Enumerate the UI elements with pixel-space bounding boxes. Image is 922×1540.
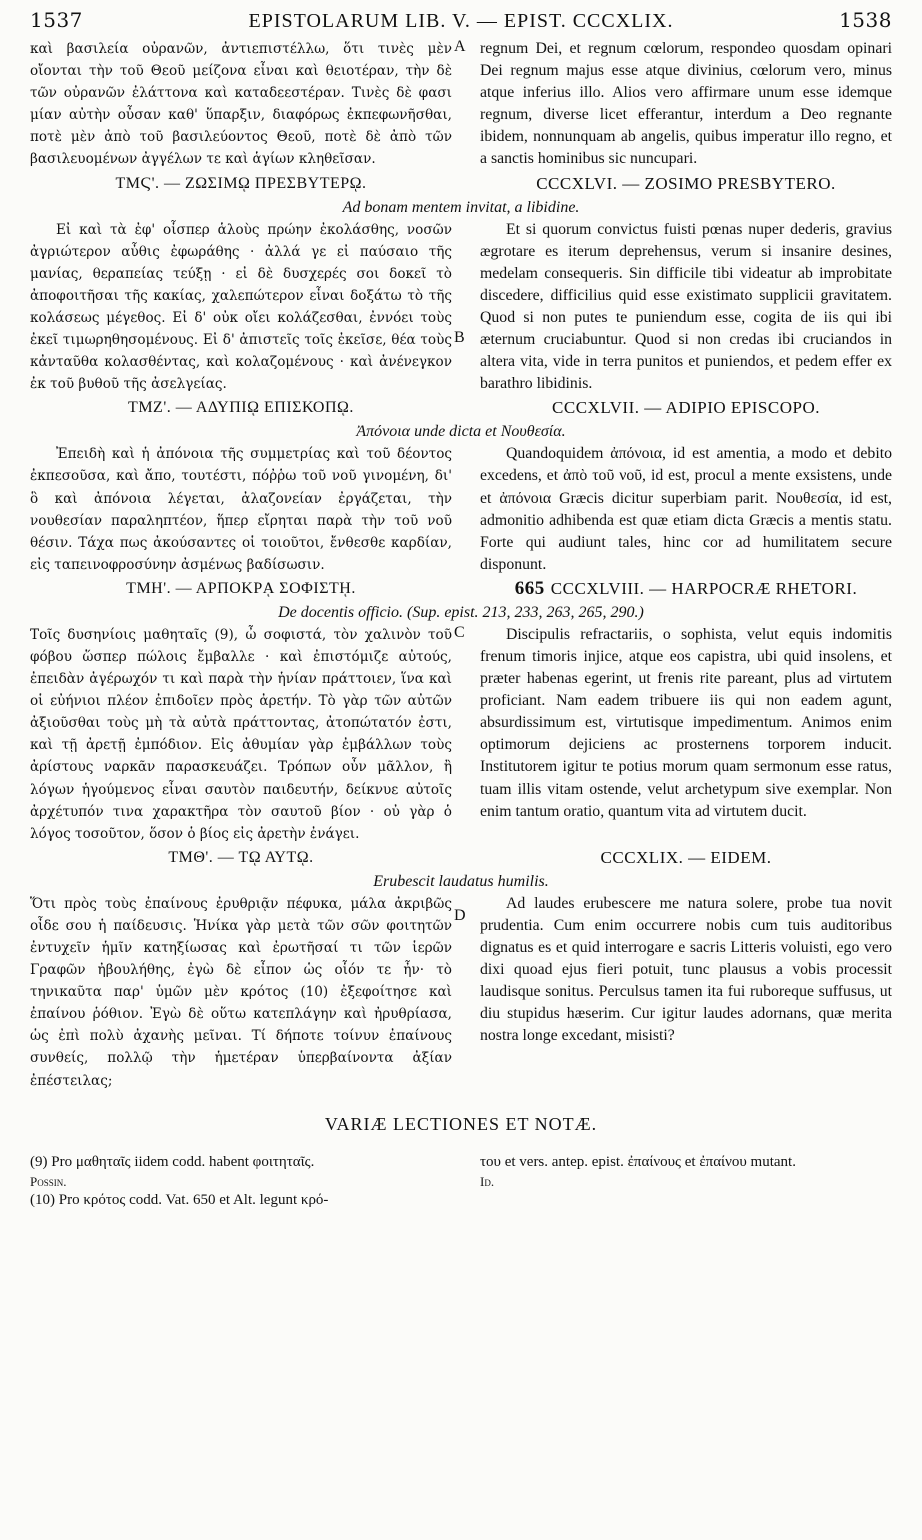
greek-column bbox=[30, 443, 452, 576]
greek-heading: ΤΜϚ'. — ΖΩΣΙΜῼ ΠΡΕΣΒΥΤΕΡῼ. bbox=[115, 174, 367, 192]
letter-body bbox=[30, 624, 892, 845]
page-number-left: 1537 bbox=[30, 8, 83, 32]
letter-summary: Erubescit laudatus humilis. bbox=[373, 872, 549, 890]
greek-heading: ΤΜΘ'. — Τῼ ΑΥΤῼ. bbox=[168, 848, 314, 866]
running-title: EPISTOLARUM LIB. V. — EPIST. CCCXLIX. bbox=[248, 10, 674, 32]
greek-column bbox=[30, 893, 452, 1092]
greek-column bbox=[30, 219, 452, 396]
greek-text: Ἐπειδὴ καὶ ἡ ἀπόνοια τῆς συμμετρίας καὶ τοῦ δέοντος ἐκπεσοῦσα, καὶ ἄπο, τουτέστι, πόῤῥω τοῦ νοῦ γινομένη, δι' ὃ καὶ ἀπόνοια λέγεται, ἀλαζονείαν ἐργάζεται, τὴν νουθεσίαν παραληπτέον, ἥπερ εἴρηται παρὰ τὴν τοῦ νοῦ θέσιν. Τάχα πως ἀκούσαντες οἱ τοιοῦτοι, ἔνθεσθε καρδίαν, εἰς ταπεινοφροσύνην ἀσμένως βαδίσωσιν. bbox=[30, 446, 452, 573]
letter-body bbox=[30, 443, 892, 576]
page-number-right: 1538 bbox=[839, 8, 892, 32]
margin-mark-b: B bbox=[454, 328, 465, 346]
latin-text: Quandoquidem ἀπόνοια, id est amentia, a modo et debito excedens, et ἀπὸ τοῦ νοῦ, id est, procul a mente exsistens, unde et ἀπόνοια Græcis dicitur superbiam parit. Νουθεσία, id est, admonitio adhibenda est quæ etiam dicta Græcis a mentis statu. Forte qui audiunt tales, hinc cor ad humilitatem secure disponunt. bbox=[480, 445, 892, 573]
greek-text: Τοῖς δυσηνίοις μαθηταῖς (9), ὦ σοφιστά, τὸν χαλινὸν τοῦ φόβου ὥσπερ πώλοις ἔμβαλλε · καὶ ἐπιστόμιζε αὐτούς, ἐπειδὰν ἀγέρωχόν τι καὶ παρὰ τὴν ἡνίαν πράττοιεν, ἵνα καὶ οἱ εὐήνιοι πλέον ἐπιδοῖεν πρὸς ἀρετήν. Τὸ γὰρ τῶν αὐτῶν ἀξιοῦσθαι τοὺς μὴ τὰ αὐτὰ πράττοντας, ἀτοπώτατόν ἐστι, καὶ τῇ ἀρετῇ ἐμπόδιον. Εἰς ἀθυμίαν γὰρ ἐμβάλλων τοὺς ἀρίστους ναρκᾶν παρασκευάζει. Τρόπων οὖν μᾶλλον, ἢ λόγων ἡγούμενος εἶναι σαυτὸν παιδευτήν, δείκνυε αὐτοῖς ἀρχέτυπόν τινα χαρακτῆρα τὸν σαυτοῦ βίον · οὐ γὰρ ὁ λόγος τοσοῦτον, ὅσον ὁ βίος εἰς ἀρετὴν ἐνάγει. bbox=[30, 626, 452, 842]
letter-body bbox=[30, 219, 892, 396]
note-9: (9) Pro μαθηταῖς iidem codd. habent φοιτηταῖς. bbox=[30, 1153, 315, 1170]
greek-heading: ΤΜΖ'. — ΑΔΥΠΙῼ ΕΠΙΣΚΟΠῼ. bbox=[128, 399, 354, 417]
latin-text: Discipulis refractariis, o sophista, velut equis indomitis frenum timoris injice, atque eos capistra, ubi quid insolens, et præter habenas egerint, ut frenis rite pareant, plus ad virtutem proficiant. Nam eadem tribuere iis qui non eadem agunt, absurdissimum est, virtutisque impedimentum. Animos enim optimorum dejiciens ac prosternens torporem inducit. Institutorem igitur te potius morum quam sermonum esse ratus, tuam illis vitam ostende, velut archetypum sive exemplar. Non enim tantum oratio, quantum vita ad virtutem ducit. bbox=[480, 625, 892, 820]
latin-column bbox=[480, 38, 892, 171]
latin-text: Et si quorum convictus fuisti pœnas nuper dederis, gravius ægrotare es iterum deprehensus, verum si insanire desines, medelam consequeris. Sin difficile tibi videatur ab improbitate discedere, difficilius quid esse existimato supplicii gravitatem. Quod si non putes te puniendum esse, cogita de iis qui ibi æternum cruciabuntur. Quod si non credas ibi cruciandos in altera vita, vide in terra punitos et puniendos, et pedem effer ex barathro libidinis. bbox=[480, 220, 892, 393]
letter-summary: Ἀπόνοια unde dicta et Νουθεσία. bbox=[356, 423, 566, 441]
letter-heading bbox=[30, 845, 892, 871]
margin-mark-c: C bbox=[454, 623, 465, 641]
note-10-continuation: του et vers. antep. epist. ἐπαίνους et ἐπαίνου mutant. bbox=[480, 1153, 796, 1170]
latin-heading bbox=[480, 578, 892, 600]
column-number: 665 bbox=[514, 577, 545, 599]
latin-column bbox=[480, 443, 892, 576]
latin-heading: CCCXLVII. — ADIPIO EPISCOPO. bbox=[552, 398, 820, 418]
note-10-author: Id. bbox=[480, 1173, 495, 1189]
margin-mark-d: D bbox=[454, 906, 466, 924]
latin-column bbox=[480, 624, 892, 845]
latin-column bbox=[480, 219, 892, 396]
letter-heading bbox=[30, 576, 892, 602]
greek-column bbox=[30, 38, 452, 171]
letter-body bbox=[30, 893, 892, 1092]
greek-text: καὶ βασιλεία οὐρανῶν, ἀντιεπιστέλλω, ὅτι τινὲς μὲν οἴονται τὴν τοῦ Θεοῦ μείζονα εἶναι καὶ θειοτέραν, τὴν δὲ τῶν οὐρανῶν ἐλάττονα καὶ καταδεεστέραν. Τινὲς δὲ φασι μίαν αὐτὴν οὖσαν καθ' ὕπαρξιν, διαφόρως ἐκπεφωνῆσθαι, ποτὲ μὲν ἀπὸ τοῦ βασιλεύοντος Θεοῦ, ποτὲ δὲ ἀπὸ τῶν βασιλευομένων ἀγγέλων τε καὶ ἁγίων κληθεῖσαν. bbox=[30, 41, 452, 168]
latin-column bbox=[480, 893, 892, 1092]
latin-heading-text: CCCXLVIII. — HARPOCRÆ RHETORI. bbox=[550, 578, 858, 598]
latin-text: regnum Dei, et regnum cœlorum, respondeo quosdam opinari Dei regnum majus esse atque divinius, cœlorum vero, minus atque inferius illo. Alios vero affirmare unum esse idemque regnum, diverse licet efferantur, interdum a Deo regnante ibidem, nonnunquam ab angelis, quibus imperatur illo regno, et a sanctis hominibus sic nuncupari. bbox=[480, 40, 892, 168]
intro-block bbox=[30, 38, 892, 171]
notes-right bbox=[480, 1153, 892, 1210]
greek-heading: ΤΜΗ'. — ΑΡΠΟΚΡᾼ ΣΟΦΙΣΤῌ. bbox=[126, 579, 356, 597]
letter-heading bbox=[30, 171, 892, 197]
latin-text: Ad laudes erubescere me natura solere, probe tua novit prudentia. Cum enim occurrere nobis cum tuis auditoribus dignatus es et quid interrogare e sacris Litteris voluisti, ego vero dixi quoad ejus fieri potuit, tunc plausus a vobis processit laudisque sonitus. Perculsus tamen ita fui ruboreque suffusus, ut diu stupidus hæserim. Cur igitur laudes adornans, quæ merita nostra longe excedant, misisti? bbox=[480, 894, 892, 1045]
notes-block bbox=[30, 1153, 892, 1210]
notes-title: VARIÆ LECTIONES ET NOTÆ. bbox=[324, 1113, 598, 1134]
greek-text: Εἰ καὶ τὰ ἐφ' οἷσπερ ἁλοὺς πρώην ἐκολάσθης, νοσῶν ἀγριώτερον αὖθις ἐφωράθης · ἀλλά γε εἰ παύσαιο τῆς μανίας, θεραπείας τεύξῃ · εἰ δὲ δυσχερές σοι δοκεῖ τὸ ἀποφοιτῆσαι τῆς κακίας, χαλεπώτερον εἶναι δοξάτω τὸ τῆς κολάσεως μέγεθος. Εἰ δ' οὐκ οἴει κολάζεσθαι, ἐννόει τοὺς ἐκεῖ τιμωρηθησομένους. Εἰ δ' ἀπιστεῖς τοῖς ἐκεῖσε, θέα τοὺς κἀνταῦθα κολασθέντας, καὶ κολαζομένους · καὶ ἀνένεγκον ἐκ τοῦ βυθοῦ τῆς ἀσελγείας. bbox=[30, 221, 452, 393]
greek-text: Ὅτι πρὸς τοὺς ἐπαίνους ἐρυθριᾷν πέφυκα, μάλα ἀκριβῶς οἶδε σου ἡ παίδευσις. Ἡνίκα γὰρ μετὰ τῶν σῶν φοιτητῶν ἐντυχεῖν ἡμῖν κατηξίωσας καὶ ἐρωτῆσαί τι τῶν ἱερῶν Γραφῶν ἠβουλήθης, ἐγὼ δὲ εἶπον ὡς οἷόν τε ἦν· τὸ τηνικαῦτα παρ' ὑμῶν μὲν κρότος (10) ἐξεφοίτησε καὶ ἐπαίνου ῥόθιον. Ἐγὼ δὲ οὕτω κατεπλάγην καὶ ἠρυθρίασα, ὡς ἐπὶ πολὺ ἀχανὴς μεῖναι. Τί δήποτε τοίνυν ἐπαίνους συνθείς, πολλῷ τὴν ἡμετέραν ὑπερβαίνοντα ἀξίαν ἐπέστειλας; bbox=[30, 895, 452, 1089]
latin-heading: CCCXLVI. — ZOSIMO PRESBYTERO. bbox=[536, 173, 836, 193]
letter-summary: Ad bonam mentem invitat, a libidine. bbox=[342, 198, 580, 216]
greek-column bbox=[30, 624, 452, 845]
latin-heading: CCCXLIX. — EIDEM. bbox=[600, 847, 772, 867]
note-9-author: Possin. bbox=[30, 1173, 67, 1189]
page bbox=[30, 8, 892, 1210]
margin-mark-a: A bbox=[454, 38, 466, 55]
notes-left bbox=[30, 1153, 452, 1210]
running-header bbox=[30, 8, 892, 38]
letter-summary: De docentis officio. (Sup. epist. 213, 233, 263, 265, 290.) bbox=[278, 603, 644, 621]
letter-heading bbox=[30, 395, 892, 421]
note-10: (10) Pro κρότος codd. Vat. 650 et Alt. legunt κρό- bbox=[30, 1191, 329, 1208]
